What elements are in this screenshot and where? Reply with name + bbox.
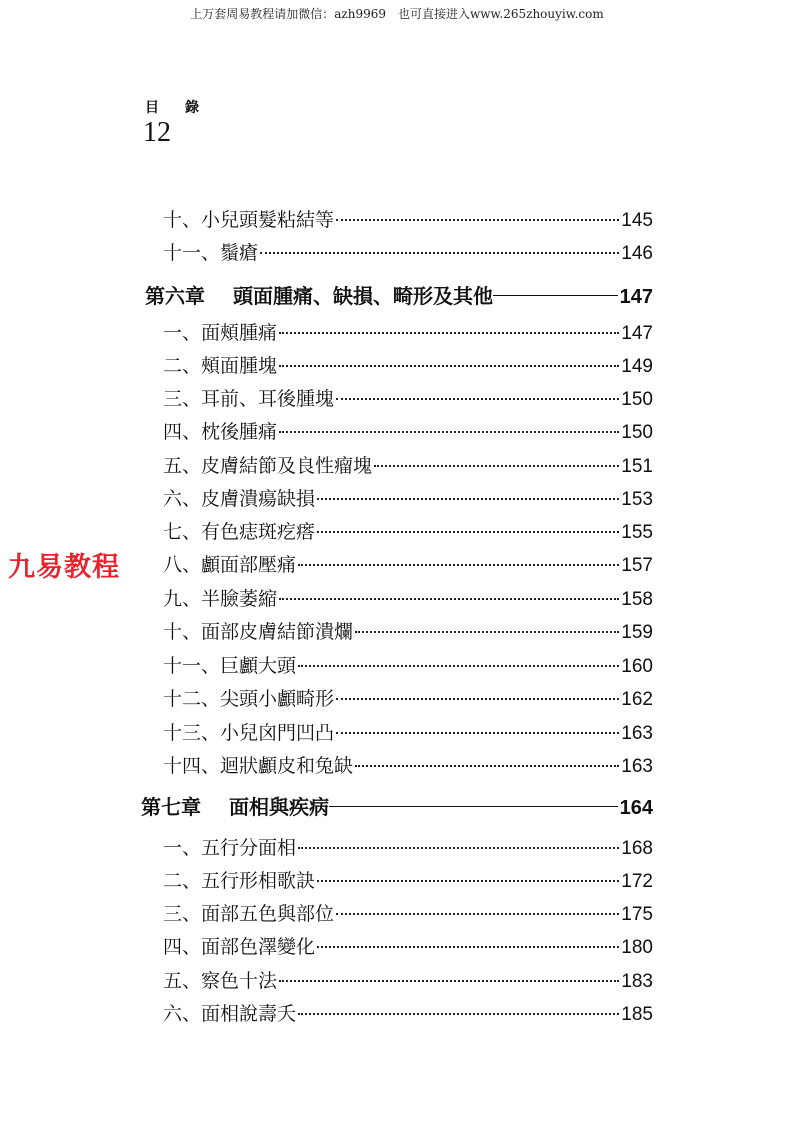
toc-entry-row [163,451,653,478]
toc-title: 五、察色十法 [163,970,278,992]
toc-page-number: 150 [621,389,653,410]
toc-page-number: 149 [621,356,653,377]
watermark-logo: 九易教程 [8,552,120,583]
chapter-label: 第七章 [141,795,201,819]
toc-title: 四、面部色澤變化 [163,936,316,958]
leader-line [317,880,619,882]
leader-line [336,732,619,734]
toc-page-number: 163 [621,723,653,744]
toc-title: 三、面部五色與部位 [163,903,335,925]
toc-page-number: 162 [621,689,653,710]
leader-line [279,598,619,600]
toc-entry-row [163,932,653,959]
toc-entry-row [163,651,653,678]
leader-line [355,631,619,633]
toc-entry-row [163,384,653,411]
toc-page-number: 180 [621,937,653,958]
toc-title: 二、五行形相歌訣 [163,870,316,892]
toc-page-number: 168 [621,838,653,859]
toc-title: 一、五行分面相 [163,837,297,859]
toc-entry-row [163,684,653,711]
toc-title: 十、小兒頭髮粘結等 [163,209,335,231]
toc-entry-row [163,833,653,860]
leader-line [298,1013,619,1015]
leader-line [298,665,619,667]
page-number: 12 [143,117,171,148]
toc-title: 五、皮膚結節及良性瘤塊 [163,455,373,477]
toc-title: 六、面相說壽夭 [163,1003,297,1025]
leader-line [355,765,619,767]
leader-line [336,219,619,221]
leader-line [336,698,619,700]
toc-page-number: 147 [619,286,653,308]
leader-line [317,946,619,948]
toc-page-number: 158 [621,589,653,610]
toc-title: 七、有色痣斑疙瘩 [163,521,316,543]
toc-title: 六、皮膚潰瘍缺損 [163,488,316,510]
toc-page-number: 150 [621,422,653,443]
leader-line [279,332,619,334]
header-banner: 上万套周易教程请加微信：azh9969 也可直接进入www.265zhouyiw.com [190,7,604,21]
toc-page-number: 160 [621,656,653,677]
toc-page-number: 185 [621,1004,653,1025]
toc-entry-row [163,966,653,993]
toc-title: 十二、尖頭小顱畸形 [163,688,335,710]
toc-title: 面相與疾病 [229,795,329,819]
toc-entry-row [163,550,653,577]
toc-entry-row [163,517,653,544]
toc-entry-row [163,999,653,1026]
toc-title: 二、頰面腫塊 [163,355,278,377]
toc-page-number: 157 [621,555,653,576]
toc-entry-row [163,751,653,778]
leader-line [329,806,618,807]
toc-page-number: 145 [621,210,653,231]
leader-line [279,980,619,982]
toc-title: 十四、迴狀顱皮和兔缺 [163,755,354,777]
toc-title: 四、枕後腫痛 [163,421,278,443]
toc-page-number: 153 [621,489,653,510]
toc-chapter-row [145,280,653,309]
toc-title: 十三、小兒囟門凹凸 [163,722,335,744]
toc-entry-row [163,351,653,378]
toc-page-number: 155 [621,522,653,543]
toc-entry-row [163,718,653,745]
toc-chapter-row [141,791,653,820]
toc-page-number: 172 [621,871,653,892]
toc-entry-row [163,484,653,511]
toc-page-number: 183 [621,971,653,992]
toc-entry-row [163,318,653,345]
toc-page-number: 146 [621,243,653,264]
leader-line [336,398,619,400]
toc-entry-row [163,584,653,611]
leader-line [336,913,619,915]
toc-page-number: 164 [619,797,653,819]
leader-line [317,498,619,500]
leader-line [493,295,618,296]
toc-title: 八、顱面部壓痛 [163,554,297,576]
toc-entry-row [163,417,653,444]
leader-line [374,465,619,467]
toc-entry-row [163,899,653,926]
toc-title: 十一、巨顱大頭 [163,655,297,677]
leader-line [279,431,619,433]
toc-title: 三、耳前、耳後腫塊 [163,388,335,410]
toc-title: 十、面部皮膚結節潰爛 [163,621,354,643]
leader-line [317,531,619,533]
toc-page-number: 151 [621,456,653,477]
leader-line [260,252,619,254]
chapter-label: 第六章 [145,284,205,308]
toc-page-number: 147 [621,323,653,344]
toc-page-number: 159 [621,622,653,643]
toc-title: 十一、鬚瘡 [163,242,259,264]
leader-line [279,365,619,367]
toc-title: 頭面腫痛、缺損、畸形及其他 [233,284,493,308]
toc-entry-row [163,205,653,232]
toc-title: 一、面頰腫痛 [163,322,278,344]
toc-entry-row [163,866,653,893]
running-head: 目錄 [145,100,225,116]
leader-line [298,847,619,849]
toc-title: 九、半臉萎縮 [163,588,278,610]
toc-entry-row [163,238,653,265]
toc-page-number: 175 [621,904,653,925]
toc-entry-row [163,617,653,644]
toc-page-number: 163 [621,756,653,777]
leader-line [298,564,619,566]
